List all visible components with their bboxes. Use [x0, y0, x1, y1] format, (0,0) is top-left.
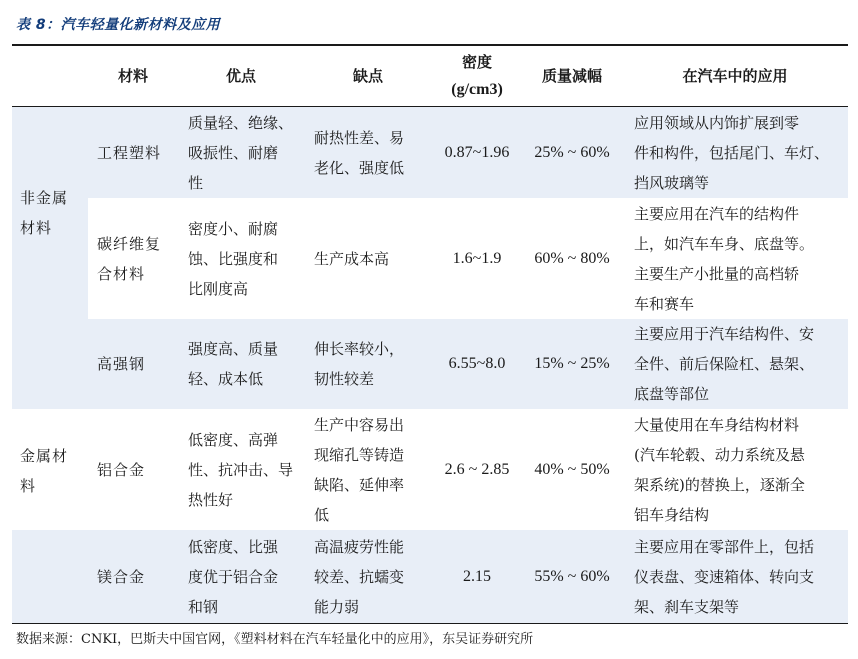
group-label-nonmetal: 非金属 材料 [20, 189, 69, 237]
table-row-disadvantages: 伸长率较小， 韧性较差 [314, 340, 405, 388]
table-row-advantages: 低密度、比强 度优于铝合金 和钢 [188, 537, 279, 616]
table-row-disadvantages: 生产成本高 [314, 249, 390, 268]
table-row-material: 碳纤维复 合材料 [97, 234, 162, 283]
group-label-metal: 金属材 料 [20, 447, 69, 495]
table-row-weight-reduction: 15% ~ 25% [534, 355, 610, 372]
table-row-advantages: 强度高、质量 轻、成本低 [188, 340, 279, 388]
table-row-application: 主要应用在汽车的结构件 上，如汽车车身、底盘等。 主要生产小批量的高档轿 车和赛车 [634, 204, 815, 313]
table-row-disadvantages: 高温疲劳性能 较差、抗蠕变 能力弱 [314, 537, 405, 616]
table-row-weight-reduction: 55% ~ 60% [534, 567, 610, 585]
header-material: 材料 [117, 67, 148, 85]
table-row-weight-reduction: 60% ~ 80% [534, 249, 610, 267]
table-bottom-rule [12, 623, 848, 624]
table-row-density: 6.55~8.0 [448, 355, 506, 372]
table-row-application: 主要应用在零部件上，包括 仪表盘、变速箱体、转向支 架、刹车支架等 [634, 537, 815, 616]
header-application: 在汽车中的应用 [682, 67, 788, 85]
table-row-advantages: 密度小、耐腐 蚀、比强度和 比刚度高 [188, 219, 279, 298]
table-row-density: 2.6 ~ 2.85 [444, 460, 510, 478]
table-row-advantages: 低密度、高弹 性、抗冲击、导 热性好 [188, 430, 294, 509]
table-row-application: 主要应用于汽车结构件、安 全件、前后保险杠、悬架、 底盘等部位 [634, 325, 815, 403]
table-row-weight-reduction: 40% ~ 50% [534, 460, 610, 478]
header-density: 密度 (g/cm3) [451, 53, 503, 98]
table-row-weight-reduction: 25% ~ 60% [534, 143, 610, 161]
table-row-density: 1.6~1.9 [452, 249, 502, 267]
table-title: 表 8：汽车轻量化新材料及应用 [16, 17, 221, 33]
table-row-disadvantages: 耐热性差、易 老化、强度低 [314, 128, 405, 177]
table-row-application: 应用领域从内饰扩展到零 件和构件，包括尾门、车灯、 挡风玻璃等 [634, 113, 830, 192]
data-source-note: 数据来源：CNKI，巴斯夫中国官网，《塑料材料在汽车轻量化中的应用》，东吴证券研究所 [16, 632, 534, 647]
table-row-density: 0.87~1.96 [444, 143, 510, 161]
header-advantages: 优点 [225, 67, 256, 85]
header-weight-reduction: 质量减幅 [541, 67, 602, 85]
table-row-application: 大量使用在车身结构材料 (汽车轮毂、动力系统及悬 架系统)的替换上，逐渐全 铝车身结构 [634, 415, 805, 524]
table-row-material: 铝合金 [97, 460, 146, 479]
table-row-material: 高强钢 [97, 355, 146, 373]
table-row-density: 2.15 [463, 567, 491, 585]
table-row-advantages: 质量轻、绝缘、 吸振性、耐磨 性 [188, 113, 294, 192]
table-row-disadvantages: 生产中容易出 现缩孔等铸造 缺陷、延伸率 低 [314, 415, 405, 524]
table-row-material: 镁合金 [97, 567, 146, 586]
table-row-material: 工程塑料 [97, 143, 162, 162]
header-disadvantages: 缺点 [352, 67, 383, 85]
